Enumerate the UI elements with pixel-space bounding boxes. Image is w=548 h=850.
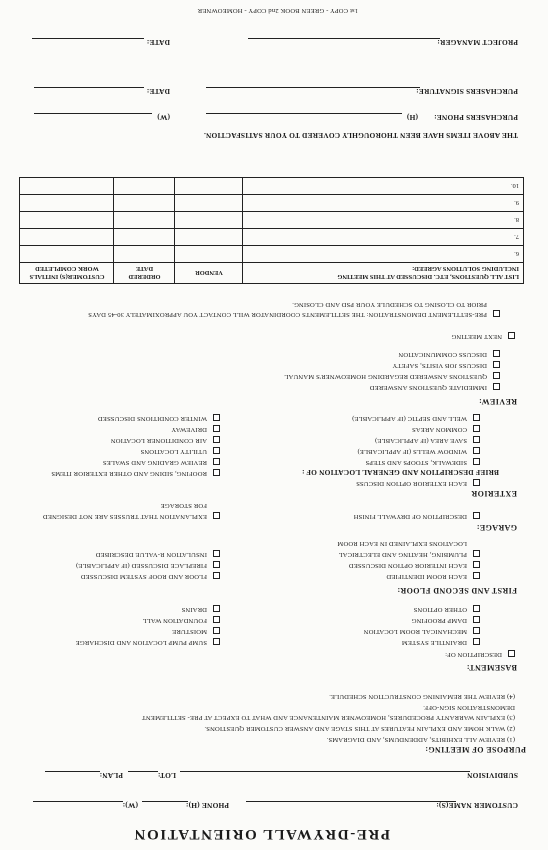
questions-table <box>19 177 524 284</box>
table-row[interactable]: 10. <box>511 182 519 189</box>
table-row[interactable]: 8. <box>514 216 519 223</box>
checkbox[interactable] <box>473 425 480 432</box>
purchasers-phone-w: (W) <box>157 113 170 122</box>
page-title: PRE-DRYWALL ORIENTATION <box>133 826 390 842</box>
checkbox[interactable] <box>213 616 220 623</box>
checkbox[interactable] <box>473 479 480 486</box>
purpose-item: (4) REVIEW THE REMAINING CONSTRUCTION SCHEDULE. <box>329 693 515 700</box>
plan-line[interactable] <box>45 771 100 772</box>
checkbox[interactable] <box>473 414 480 421</box>
purchasers-phone-home-line[interactable] <box>206 113 402 114</box>
checkbox[interactable] <box>213 550 220 557</box>
basement-heading: BASEMENT: <box>466 663 517 672</box>
checkbox[interactable] <box>213 447 220 454</box>
checkbox[interactable] <box>508 650 515 657</box>
customer-names-line[interactable] <box>246 801 456 802</box>
checkbox[interactable] <box>213 512 220 519</box>
subdivision-label: SUBDIVISION <box>466 771 518 780</box>
review-heading: REVIEW: <box>478 397 517 406</box>
lot-label: LOT: <box>157 771 176 780</box>
table-row[interactable]: 7. <box>514 233 519 240</box>
checkbox[interactable] <box>213 469 220 476</box>
checkbox[interactable] <box>213 458 220 465</box>
checkbox[interactable] <box>473 638 480 645</box>
copy-distribution: 1st COPY - GREEN BOOK 2nd COPY - HOMEOWNER <box>197 7 358 14</box>
purpose-item: (2) WALK HOME AND EXPLAIN FEATURES AT THIS STAGE AND ANSWER CUSTOMER QUESTIONS. <box>204 725 515 732</box>
first-second-heading: FIRST AND SECOND FLOOR: <box>397 586 517 595</box>
checkbox[interactable] <box>213 638 220 645</box>
checkbox[interactable] <box>473 616 480 623</box>
pre-drywall-form: PRE-DRYWALL ORIENTATION CUSTOMER NAME(S): PHONE (H): (W): SUBDIVISION LOT: PLAN: PURPOSE OF MEETING: (1) REVIEW ALL EXHIBITS, ADDENDUMS, AND DIAGRAMS. (2) WALK HOME AND EXPLAIN FEATURES AT THIS STAGE AND ANSWER CUSTOMER QUESTIONS. (3) EXPLAIN WARRANTY PROCEDURES, HOMEOWNER MAINTENANCE AND WHAT TO EXPECT AT PRE- SETTLEMENT DEMONSTRATION SIGN-OFF. (4) REVIEW THE REMAINING CONSTRUCTION SCHEDULE. BASEMENT: DESCRIPTION OF: DRAINTILE SYSTEM MECHANICAL ROOM LOCATION DAMP PROOFING OTHER OPTIONS SUMP PUMP LOCATION AND DISCHARGE MOISTURE FOUNDATION WALL DRAINS FIRST AND SECOND FLOOR: EACH ROOM IDENTIFIED EACH INTERIOR OPTION DISCUSSED PLUMBING, HEATING AND ELECTRICAL LOCATIONS EXPLAINED IN EACH ROOM FLOOR AND ROOF SYSTEM DISCUSSED FIREPLACE DISCUSSED (IF APPLICABLE) INSULATION R-VALUE DESCRIBED GARAGE: DESCRIPTION OF DRYWALL FINISH EXPLANATION THAT TRUSSES ARE NOT DESIGNED FOR STORAGE EXTERIOR EACH EXTERIOR OPTION DISCUSS BRIEF DESCRIPTION AND GENERAL LOCATION OF : SIDEWALK, STOOPS AND STEPS WINDOW WELLS (IF APPLICABLE) SAVE AREA (IF APPLICABLE) COMMON AREAS WELL AND SEPTIC (IF APPLICABLE) ROOFING, SIDING AND OTHER EXTERIOR ITEMS REVIEW GRADING AND SWALES UTILITY LOCATIONS AIR CONDITIONER LOCATION DRIVEWAY WINTER CONDITIONS DISCUSSED REVIEW: IMMEDIATE QUESTIONS ANSWERED QUESTIONS ANSWERED REGARDING HOMEOWNER'S MANUAL DISCUSS JOB VISITS, SAFETY DISCUSS COMMUNICATION NEXT MEETING PRE-SETTLEMENT DEMONSTRATION: THE SETTLEMENTS COORDINATOR WILL CONTACT YOU APPROXIMATELY 30-45 DAYS PRIOR TO CLOSING TO SCHEDULE YOUR PSD AND CLOSING. LIST ALL QUESTIONS, ETC. DISCUSSED AT THIS MEETING INCLUDING SOLUTIONS AGREED: VENDOR ORDERED DATE CUSTOMER(S) INITIALS WORK COMPLETED 6. 7. 8. 9. 10. THE ABOVE ITEMS HAVE BEEN THOROUGHLY COVERED TO YOUR SATISFACTION. PURCHASERS PHONE: (H) (W) PURCHASERS SIGNATURE: DATE: PROJECT MANAGER: DATE: 1st COPY - GREEN BOOK 2nd COPY - HOMEOWNER <box>0 0 548 850</box>
checkbox[interactable] <box>493 310 500 317</box>
checkbox[interactable] <box>213 436 220 443</box>
checkbox[interactable] <box>473 572 480 579</box>
purpose-item: (3) EXPLAIN WARRANTY PROCEDURES, HOMEOWNER MAINTENANCE AND WHAT TO EXPECT AT PRE- SETTLEMENT <box>141 714 515 721</box>
date-label: DATE: <box>146 87 170 96</box>
project-manager-line[interactable] <box>248 38 440 39</box>
plan-label: PLAN: <box>99 771 123 780</box>
checkbox[interactable] <box>473 550 480 557</box>
checkbox[interactable] <box>213 627 220 634</box>
table-header: WORK COMPLETED <box>35 265 99 272</box>
exterior-heading: EXTERIOR <box>471 489 517 498</box>
purchasers-phone-label: PURCHASERS PHONE: <box>433 113 518 122</box>
purpose-heading: PURPOSE OF MEETING: <box>424 745 526 754</box>
checkbox[interactable] <box>473 561 480 568</box>
checkbox[interactable] <box>493 350 500 357</box>
exterior-brief: BRIEF DESCRIPTION AND GENERAL LOCATION OF : <box>301 468 499 477</box>
table-header: INCLUDING SOLUTIONS AGREED: <box>412 265 519 272</box>
checkbox[interactable] <box>508 332 515 339</box>
purpose-item: (1) REVIEW ALL EXHIBITS, ADDENDUMS, AND DIAGRAMS. <box>326 736 515 743</box>
project-manager-label: PROJECT MANAGER: <box>437 38 518 47</box>
table-header: ORDERED <box>128 273 161 280</box>
date-label: DATE: <box>146 38 170 47</box>
subdivision-line[interactable] <box>180 771 470 772</box>
checkbox[interactable] <box>213 572 220 579</box>
table-header: DATE <box>135 265 154 272</box>
phone-work-label: (W): <box>122 801 138 810</box>
purchasers-phone-work-line[interactable] <box>34 113 152 114</box>
customer-names-label: CUSTOMER NAME(S): <box>436 801 518 810</box>
pre-settlement-note: PRIOR TO CLOSING TO SCHEDULE YOUR PSD AND CLOSING. <box>292 301 487 308</box>
checkbox[interactable] <box>493 372 500 379</box>
checkbox[interactable] <box>473 512 480 519</box>
checkbox[interactable] <box>493 361 500 368</box>
purchasers-signature-label: PURCHASERS SIGNATURE: <box>415 87 518 96</box>
garage-right-note: FOR STORAGE <box>160 502 207 509</box>
checkbox[interactable] <box>473 436 480 443</box>
purchasers-signature-line[interactable] <box>206 87 420 88</box>
checkbox[interactable] <box>473 458 480 465</box>
checkbox[interactable] <box>213 561 220 568</box>
date-line[interactable] <box>32 38 144 39</box>
phone-home-line[interactable] <box>142 801 188 802</box>
checkbox[interactable] <box>473 447 480 454</box>
table-header: CUSTOMER(S) INITIALS <box>29 273 105 280</box>
garage-heading: GARAGE: <box>476 523 517 532</box>
lot-line[interactable] <box>128 771 158 772</box>
checkbox[interactable] <box>213 414 220 421</box>
table-header: VENDOR <box>195 269 223 276</box>
checkbox[interactable] <box>213 605 220 612</box>
purpose-item: DEMONSTRATION SIGN-OFF. <box>423 704 515 711</box>
purchasers-phone-h: (H) <box>406 113 418 122</box>
table-header: LIST ALL QUESTIONS, ETC. DISCUSSED AT THIS MEETING <box>337 273 519 280</box>
table-row[interactable]: 6. <box>514 250 519 257</box>
date-line[interactable] <box>34 87 144 88</box>
phone-label: PHONE (H): <box>185 801 229 810</box>
floor-left-note: LOCATIONS EXPLAINED IN EACH ROOM <box>337 540 467 547</box>
checkbox[interactable] <box>213 425 220 432</box>
checkbox[interactable] <box>473 605 480 612</box>
checkbox[interactable] <box>473 627 480 634</box>
table-row[interactable]: 9. <box>514 199 519 206</box>
satisfaction-statement: THE ABOVE ITEMS HAVE BEEN THOROUGHLY COVERED TO YOUR SATISFACTION. <box>203 131 518 140</box>
checkbox[interactable] <box>493 383 500 390</box>
phone-work-line[interactable] <box>33 801 123 802</box>
